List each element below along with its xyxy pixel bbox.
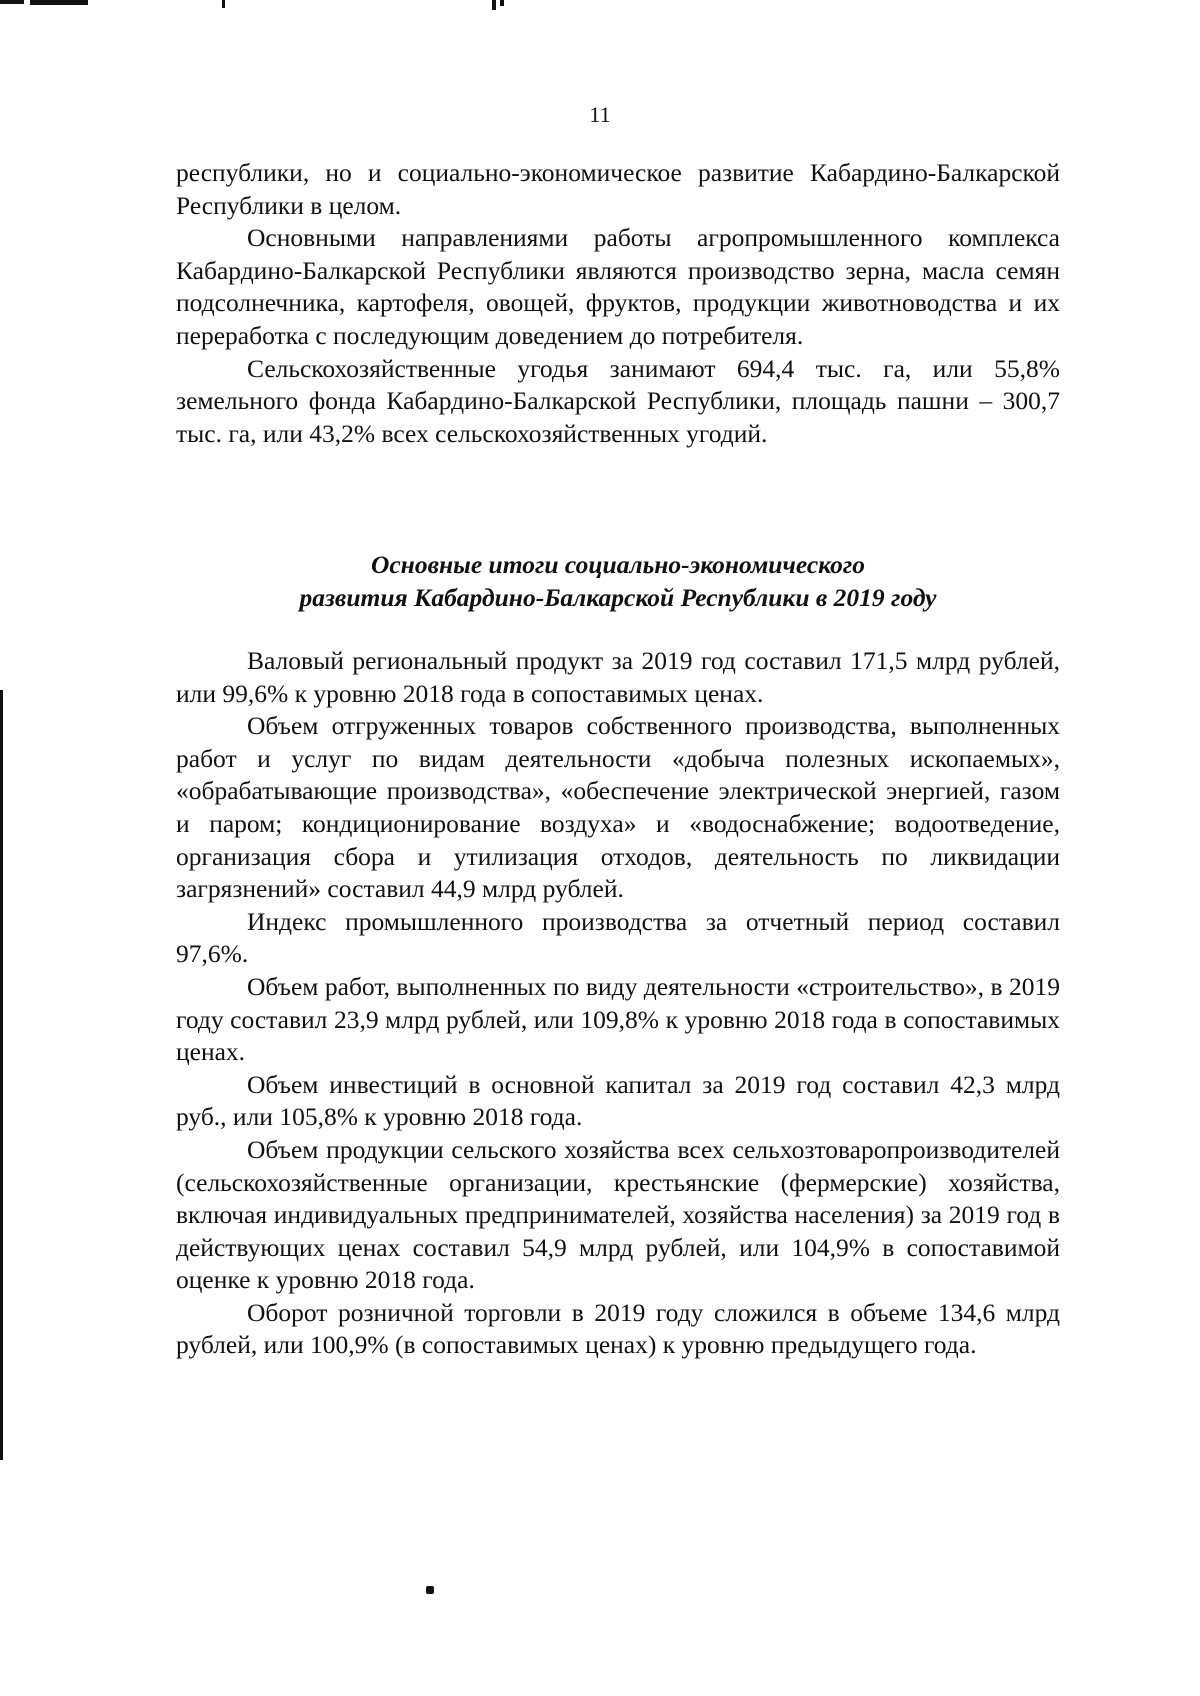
scan-artifact-top-left <box>0 0 24 4</box>
intro-text <box>176 157 1060 450</box>
scan-artifact-top-left-2 <box>30 0 88 5</box>
section-paragraph-3: Индекс промышленного производства за отчетный период составил 97,6%. <box>176 906 1060 969</box>
section-text <box>176 645 1060 1362</box>
section-paragraph-6: Объем продукции сельского хозяйства всех сельхозтоваропроизводителей (сельскохозяйственные организации, крестьянские (фермерские) хозяйства, включая индивидуальных предпринимателей, хозяйства населения) за 2019 год в действующих ценах составил 54,9 млрд рублей, или 104,9% в сопоставимой оценке к уровню 2018 года. <box>176 1134 1060 1295</box>
section-heading <box>176 549 1060 614</box>
section-paragraph-2: Объем отгруженных товаров собственного производства, выполненных работ и услуг по видам деятельности «добыча полезных ископаемых», «обрабатывающие производства», «обеспечение электрической энергией, газом и паром; кондиционирование воздуха» и «водоснабжение; водоотведение, организация сбора и утилизация отходов, деятельность по ликвидации загрязнений» составил 44,9 млрд рублей. <box>176 711 1060 904</box>
scan-artifact-top-mid-3 <box>500 0 504 6</box>
scan-artifact-top-mid <box>222 0 225 8</box>
section-heading-line-1: Основные итоги социально-экономического <box>370 550 866 579</box>
section-paragraph-7: Оборот розничной торговли в 2019 году сложился в объеме 134,6 млрд рублей, или 100,9% (в сопоставимых ценах) к уровню предыдущего года. <box>176 1297 1060 1360</box>
section-paragraph-4: Объем работ, выполненных по виду деятельности «строительство», в 2019 году составил 23,9 млрд рублей, или 109,8% к уровню 2018 года в сопоставимых ценах. <box>176 971 1060 1067</box>
scan-artifact-left-edge <box>0 690 3 1460</box>
scan-artifact-top-mid-2 <box>492 0 496 10</box>
page-number: 11 <box>589 102 611 127</box>
section-paragraph-5: Объем инвестиций в основной капитал за 2019 год составил 42,3 млрд руб., или 105,8% к уровню 2018 года. <box>176 1069 1060 1132</box>
intro-paragraph-3: Сельскохозяйственные угодья занимают 694,4 тыс. га, или 55,8% земельного фонда Кабардино-Балкарской Республики, площадь пашни – 300,7 тыс. га, или 43,2% всех сельскохозяйственных угодий. <box>176 353 1060 448</box>
intro-paragraph-2: Основными направлениями работы агропромышленного комплекса Кабардино-Балкарской Республики являются производство зерна, масла семян подсолнечника, картофеля, овощей, фруктов, продукции животноводства и их переработка с последующим доведением до потребителя. <box>176 223 1060 350</box>
intro-paragraph-1: республики, но и социально-экономическое развитие Кабардино-Балкарской Республики в целом. <box>176 158 1060 220</box>
scan-dot-mark <box>426 1586 434 1594</box>
section-paragraph-1: Валовый региональный продукт за 2019 год составил 171,5 млрд рублей, или 99,6% к уровню 2018 года в сопоставимых ценах. <box>176 646 1060 708</box>
section-heading-line-2: развития Кабардино-Балкарской Республики в 2019 году <box>299 582 937 612</box>
